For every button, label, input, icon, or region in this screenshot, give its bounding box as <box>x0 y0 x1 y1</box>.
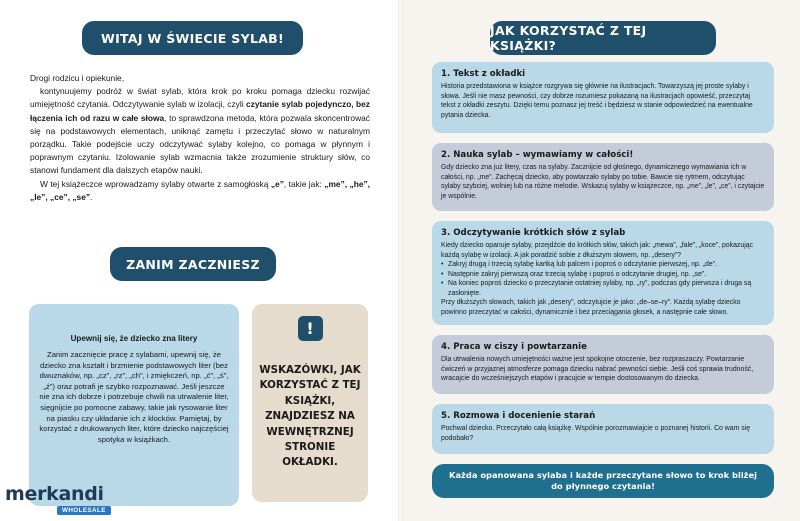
section-2-text: Gdy dziecko zna już litery, czas na sylaby. Zacznijcie od głośnego, dynamicznego wymawiania ich w całości, np. „me”. Zachęcaj dziecko, aby powtarzało sylaby po tobie. Bawcie się rytmem, odczytując sylaby szybciej, wolniej lub na różne melodie. Wskazuj sylaby w książeczce, np. „me”, „le”, „ce”, i czytajcie je wspólnie. <box>441 164 765 200</box>
section-3-title: 3. Odczytywanie krótkich słów z sylab <box>441 228 626 238</box>
section-4-title: 4. Praca w ciszy i powtarzanie <box>441 342 587 352</box>
intro-p2-part-a: W tej książeczce wprowadzamy sylaby otwarte z samogłoską <box>40 178 271 189</box>
section-2-title: 2. Nauka sylab – wymawiamy w całości! <box>441 150 634 160</box>
closing-banner: Każda opanowana sylaba i każde przeczytane słowo to krok bliżej do płynnego czytania! <box>432 464 774 498</box>
cover-note-text: WSKAZÓWKI, JAK KORZYSTAĆ Z TEJ KSIĄŻKI, ZNAJDZIESZ NA WEWNĘTRZNEJ STRONIE OKŁADKI. <box>259 364 361 469</box>
before-start-title: ZANIM ZACZNIESZ <box>110 247 276 281</box>
intro-paragraph-2 <box>30 178 370 204</box>
intro-p2-end: . <box>90 191 93 202</box>
merkandi-logo <box>5 483 117 517</box>
intro-text <box>30 72 370 204</box>
intro-p2-part-c: , takie jak: <box>283 178 325 189</box>
letters-tip-title: Upewnij się, że dziecko zna litery <box>70 334 198 343</box>
how-to-use-title: JAK KORZYSTAĆ Z TEJ KSIĄŻKI? <box>490 21 716 55</box>
intro-p2-vowel: „e” <box>270 178 284 189</box>
logo-subtitle: WHOLESALE <box>57 506 111 515</box>
section-1-title: 1. Tekst z okładki <box>441 69 526 79</box>
intro-p2-syllables: „me”, „he”, „le”, „ce”, „se” <box>30 178 371 202</box>
list-item: • Zakryj drugą i trzecią sylabę kartką lub palcem i poproś o odczytanie pierwszej, np. „de”. <box>441 260 765 270</box>
list-item: • Na koniec poproś dziecko o przeczytanie ostatniej sylaby, np. „ry”, podczas gdy pierwsza i druga są zasłonięte. <box>441 279 765 298</box>
cover-note-box <box>252 304 368 502</box>
section-1-text: Historia przedstawiona w książce rozgrywa się głównie na ilustracjach. Towarzyszą jej proste sylaby i słowa. Jeśli nie masz pewności, czy dobrze rozumiesz pokazaną na ilustracjach opowieść, przeczytaj tekst z okładki zeszytu. Dzięki temu poznasz jej treść i będziesz w stanie odpowiedzieć na ewentualne pytania dziecka. <box>441 83 753 119</box>
letters-tip-box <box>29 304 239 506</box>
section-reading-words <box>432 221 774 325</box>
list-item: • Następnie zakryj pierwszą oraz trzecią sylabę i poproś o odczytanie drugiej, np. „se”. <box>441 270 765 280</box>
section-quiet-practice <box>432 335 774 394</box>
book-gutter <box>398 0 402 521</box>
intro-paragraph-1 <box>30 85 370 177</box>
logo-wordmark: merkandi <box>5 483 104 505</box>
section-3-text-2: Przy dłuższych słowach, takich jak „desery”, odczytujcie je jako: „de–se–ry”. Każdą sylabę dziecko powinno przeczytać w całości, dynamicznie i bez przeciągania głosek, a następnie całe słowo. <box>441 299 741 316</box>
section-5-text: Pochwal dziecko. Przeczytało całą książkę. Wspólnie porozmawiajcie o poznanej historii. Co wam się podobało? <box>441 425 751 442</box>
intro-p1-part-c: , to sprawdzona metoda, która pozwala skoncentrować się na podstawowych elementach, uniknąć zamętu i przeczytać słowo w naturalnym porządku. Takie podejście uczy odczytywać sylaby kolejno, co pomaga w płynnym i poprawnym czytaniu. Izolowanie sylab wzmacnia także zrozumienie struktury słów, co stanowi fundament dla dalszych etapów nauki. <box>30 112 370 176</box>
instruction-sections <box>432 62 774 464</box>
exclamation-icon: ! <box>298 316 323 341</box>
intro-p1-bold: czytanie sylab pojedynczo, bez łączenia ich od razu w całe słowa <box>30 99 370 123</box>
section-3-text: Kiedy dziecko opanuje sylaby, przejdźcie do krótkich słów, takich jak: „mewa”, „fale”, „koce”, pokazując każdą sylabę w izolacji. A jak poradzić sobie z dłuższym słowem, np. „desery”? <box>441 242 753 259</box>
section-cover-text <box>432 62 774 133</box>
intro-p1-part-a: kontynuujemy podróż w świat sylab, która krok po kroku pomaga dziecku rozwijać umiejętność czytania. Odczytywanie sylab w izolacji, czyli <box>30 86 370 110</box>
intro-greeting: Drogi rodzicu i opiekunie, <box>30 73 125 83</box>
section-learning-syllables <box>432 143 774 211</box>
section-praise <box>432 404 774 454</box>
section-3-steps <box>441 260 765 298</box>
section-4-text: Dla utrwalenia nowych umiejętności ważne jest spokojne otoczenie, bez rozpraszaczy. Powtarzanie ćwiczeń w przyjaznej atmosferze pomaga dziecku nabrać pewności siebie. Jeśli coś sprawia trudność, wracajcie do wcześniejszych etapów i pracujcie w tempie dostosowanym do dziecka. <box>441 356 754 382</box>
welcome-title: WITAJ W ŚWIECIE SYLAB! <box>82 21 303 55</box>
section-5-title: 5. Rozmowa i docenienie starań <box>441 411 596 421</box>
letters-tip-text: Zanim zacznięcie pracę z sylabami, upewnij się, że dziecko zna kształt i brzmienie podstawowych liter (bez dwuznaków, np. „cz”, „rz”, „ch”, i zmiękczeń, np. „ć”, „ś”, „ź”) oraz potrafi je szybko rozpoznawać. Jeśli jeszcze nie zna ich dobrze i potrzebuje chwili na utrwalenie liter, sięgnijcie po pomocne zabawy, takie jak rysowanie liter na piasku czy układanie ich z klocków. Pamiętaj, by korzystać z drukowanych liter, które dziecko najczęściej spotyka w książkach. <box>39 350 229 444</box>
